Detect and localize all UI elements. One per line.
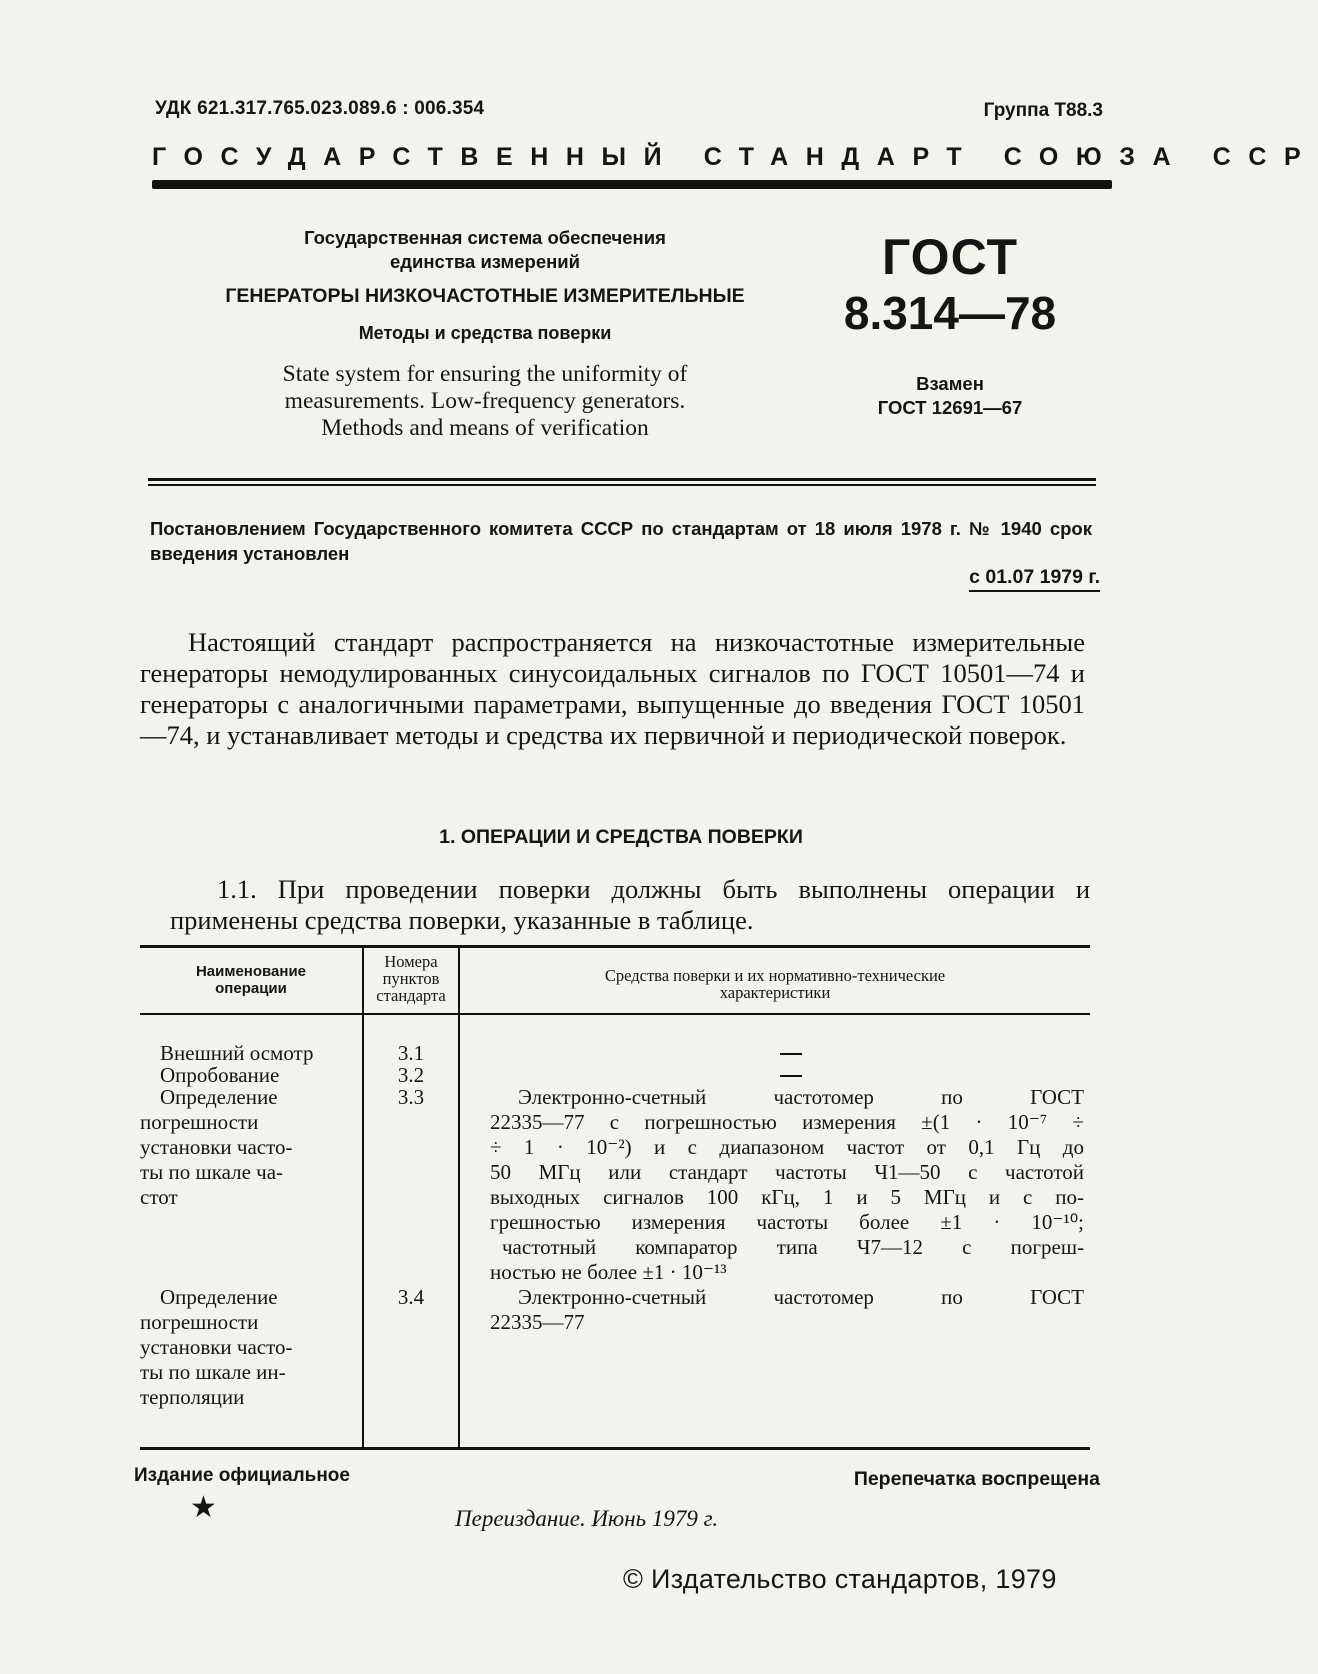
row3-means-l2: 22335—77 с погрешностью измерения ±(1 · 10⁻⁷ ÷ [490, 1110, 1084, 1134]
star-icon: ★ [190, 1491, 217, 1524]
row3-op-l5: стот [140, 1185, 178, 1209]
table-col-divider-2 [458, 945, 460, 1448]
table-row-4-means [490, 1285, 1084, 1335]
gost-block [835, 228, 1065, 420]
system-line-1: Государственная система обеспечения [304, 227, 666, 248]
row4-means-l1: Электронно-счетный частотомер по ГОСТ [518, 1285, 1084, 1309]
intro-paragraph: Настоящий стандарт распространяется на низкочастотные измерительные генераторы немодулированных синусоидальных сигналов по ГОСТ 10501—74 и генераторы с аналогичными параметрами, выпущенные до введения ГОСТ 10501—74, и устанавливает методы и средства их первичной и периодической поверок. [140, 627, 1085, 750]
header-operation [140, 963, 362, 997]
table-header-rule [140, 1013, 1090, 1015]
table-row-2-means-dash [780, 1075, 802, 1077]
row4-op-l1: Определение [160, 1285, 278, 1309]
header-clause-l2: пунктов [382, 969, 440, 988]
row4-means-l2: 22335—77 [490, 1310, 585, 1334]
gost-word: ГОСТ [882, 229, 1018, 285]
header-clause-l3: стандарта [376, 986, 446, 1005]
effective-date: с 01.07 1979 г. [969, 566, 1100, 592]
title-rule-2 [148, 484, 1096, 486]
row3-means-l4: 50 МГц или стандарт частоты Ч1—50 с частотой [490, 1160, 1084, 1184]
table-row-3-means [490, 1085, 1084, 1285]
row3-means-l3: ÷ 1 · 10⁻²) и с диапазоном частот от 0,1 Гц до [490, 1135, 1084, 1159]
header-operation-l1: Наименование [195, 963, 307, 980]
header-rule [152, 180, 1112, 189]
table-row-3-operation [140, 1085, 362, 1210]
table-top-rule [140, 945, 1090, 948]
table-col-divider-1 [362, 945, 364, 1448]
english-title-line-2: measurements. Low-frequency generators. [284, 388, 686, 414]
header-means-l2: характеристики [719, 983, 831, 1002]
table-row-1-means-dash [780, 1053, 802, 1055]
state-standard-banner: ГОСУДАРСТВЕННЫЙ СТАНДАРТ СОЮЗА ССР [152, 143, 1318, 171]
row4-op-l3: установки часто- [140, 1335, 293, 1359]
english-title-line-1: State system for ensuring the uniformity of [282, 361, 688, 387]
table-bottom-rule [140, 1447, 1090, 1450]
row3-means-l1: Электронно-счетный частотомер по ГОСТ [518, 1085, 1084, 1109]
row3-means-l7: частотный компаратор типа Ч7—12 с погреш- [502, 1235, 1084, 1259]
row3-op-l1: Определение [160, 1085, 278, 1109]
decree-text: Постановлением Государственного комитета СССР по стандартам от 18 июля 1978 г. № 1940 срок введения установлен [150, 518, 1092, 564]
table-row-4-operation [140, 1285, 362, 1410]
title-rule [148, 478, 1096, 481]
row4-op-l2: погрешности [140, 1310, 259, 1334]
copyright: © Издательство стандартов, 1979 [623, 1564, 1057, 1594]
section-heading: 1. ОПЕРАЦИИ И СРЕДСТВА ПОВЕРКИ [439, 826, 803, 848]
replaces-standard: ГОСТ 12691—67 [877, 397, 1023, 418]
table-row-3-clause: 3.3 [397, 1085, 425, 1109]
row3-op-l3: установки часто- [140, 1135, 293, 1159]
header-clause-l1: Номера [384, 952, 438, 971]
gost-number: 8.314—78 [843, 287, 1057, 339]
english-title-line-3: Methods and means of verification [321, 415, 649, 441]
row3-op-l2: погрешности [140, 1110, 259, 1134]
table-row-2-clause: 3.2 [397, 1063, 425, 1087]
header-clause [364, 953, 458, 1004]
standard-title: ГЕНЕРАТОРЫ НИЗКОЧАСТОТНЫЕ ИЗМЕРИТЕЛЬНЫЕ [225, 285, 745, 307]
row4-op-l4: ты по шкале ин- [140, 1360, 286, 1384]
system-line-2: единства измерений [389, 251, 581, 272]
reissue-note: Переиздание. Июнь 1979 г. [455, 1506, 719, 1531]
table-row-4-clause: 3.4 [397, 1285, 425, 1309]
clause-1-1: 1.1. При проведении поверки должны быть выполнены операции и применены средства поверки, указанные в таблице. [170, 874, 1090, 935]
udc-code: УДК 621.317.765.023.089.6 : 006.354 [155, 98, 485, 119]
verification-table [140, 945, 1090, 1450]
title-block [170, 226, 800, 442]
row4-op-l5: терполяции [140, 1385, 245, 1409]
header-means [460, 967, 1090, 1001]
english-title [170, 361, 800, 442]
standard-subtitle: Методы и средства поверки [358, 323, 612, 343]
official-edition: Издание официальное [134, 1465, 350, 1486]
group-code: Группа Т88.3 [983, 100, 1103, 121]
table-row-2-operation: Опробование [160, 1063, 280, 1087]
row3-means-l8: ностью не более ±1 · 10⁻¹³ [490, 1260, 727, 1284]
reprint-prohibited: Перепечатка воспрещена [853, 1468, 1100, 1490]
table-row-1-clause: 3.1 [397, 1041, 425, 1065]
row3-op-l4: ты по шкале ча- [140, 1160, 284, 1184]
replaces-label: Взамен [916, 373, 984, 394]
row3-means-l5: выходных сигналов 100 кГц, 1 и 5 МГц и с по- [490, 1185, 1084, 1209]
table-row-1-operation: Внешний осмотр [160, 1041, 314, 1065]
header-operation-l2: операции [215, 980, 287, 997]
row3-means-l6: грешностью измерения частоты более ±1 · 10⁻¹⁰; [490, 1210, 1084, 1234]
header-means-l1: Средства поверки и их нормативно-технические [604, 966, 946, 985]
